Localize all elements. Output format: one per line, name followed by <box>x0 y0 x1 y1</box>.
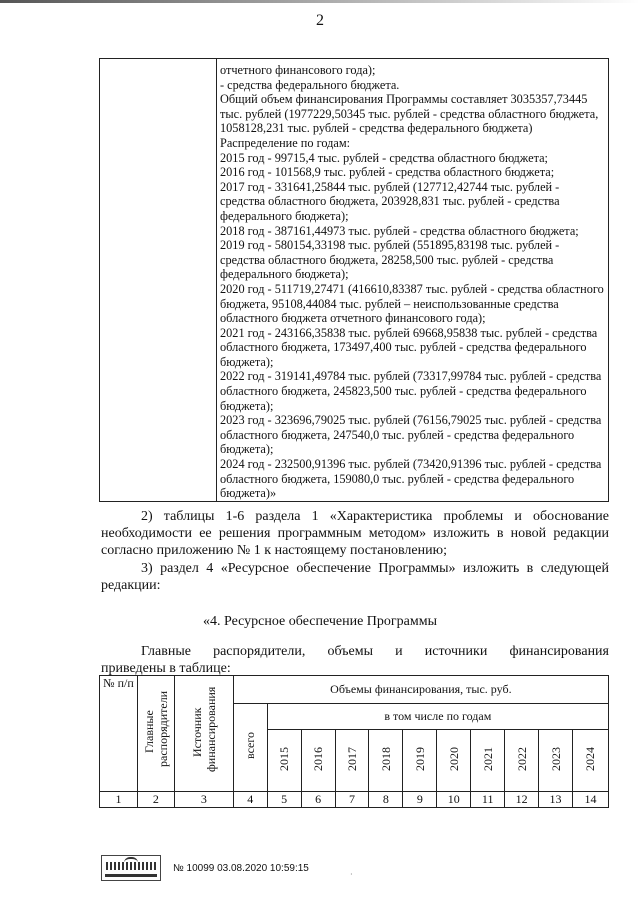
paragraph-item-3: 3) раздел 4 «Ресурсное обеспечение Программы» изложить в следующей редакции: <box>101 561 609 593</box>
text-line: 2023 год - 323696,79025 тыс. рублей (76156,79025 тыс. рублей - средства областного бюджета, 247540,0 тыс. рублей - средства федерального бюджета); <box>220 413 602 457</box>
text-line: 2022 год - 319141,49784 тыс. рублей (73317,99784 тыс. рублей - средства областного бюджета, 245823,500 тыс. рублей - средства федерального бюджета); <box>220 369 602 413</box>
column-number-cell: 9 <box>403 792 437 808</box>
text-line: 2018 год - 387161,44973 тыс. рублей - средства областного бюджета; <box>220 223 579 238</box>
column-number-cell: 10 <box>437 792 471 808</box>
year-label: 2022 <box>514 746 529 771</box>
page-number: 2 <box>316 12 324 29</box>
year-label: 2024 <box>583 746 598 771</box>
header-label: Главные распорядители <box>141 690 170 767</box>
column-number-cell: 3 <box>174 792 233 808</box>
year-label: 2018 <box>378 746 393 771</box>
scan-top-edge <box>0 0 640 3</box>
header-cell-source <box>174 676 233 792</box>
header-cell-number: № п/п <box>100 676 138 792</box>
year-header-cell <box>403 730 437 792</box>
program-passport-fragment <box>99 58 609 502</box>
column-divider <box>216 59 217 501</box>
year-header-cell <box>505 730 539 792</box>
column-number-cell: 5 <box>267 792 301 808</box>
year-label: 2020 <box>446 746 461 771</box>
text-line: 2024 год - 232500,91396 тыс. рублей (73420,91396 тыс. рублей - средства областного бюджета, 159080,0 тыс. рублей - средства федерального бюджета)» <box>220 457 602 501</box>
text-line: 2015 год - 99715,4 тыс. рублей - средства областного бюджета; <box>220 150 548 165</box>
year-header-cell <box>572 730 608 792</box>
text-line: - средства федерального бюджета. <box>220 77 400 92</box>
year-header-cell <box>267 730 301 792</box>
column-number-cell: 12 <box>505 792 539 808</box>
year-label: 2023 <box>548 746 563 771</box>
column-number-cell: 8 <box>369 792 403 808</box>
column-number-cell: 2 <box>137 792 174 808</box>
intro-line: приведены в таблице: <box>101 661 231 676</box>
year-label: 2016 <box>311 746 326 771</box>
financing-table <box>99 675 609 808</box>
year-label: 2015 <box>277 746 292 771</box>
header-label: Источник финансирования <box>189 686 218 772</box>
stamp-building-base <box>105 874 157 877</box>
year-label: 2019 <box>412 746 427 771</box>
year-header-cell <box>369 730 403 792</box>
text-line: Распределение по годам: <box>220 135 351 150</box>
year-header-cell <box>471 730 505 792</box>
section-intro <box>101 643 609 677</box>
text-line: 2017 год - 331641,25844 тыс. рублей (127712,42744 тыс. рублей - средства областного бюджета, 203928,831 тыс. рублей - средства федерального бюджета); <box>220 179 560 223</box>
header-cell-total <box>233 704 267 792</box>
header-cell-volumes: Объемы финансирования, тыс. руб. <box>233 676 608 704</box>
column-number-cell: 4 <box>233 792 267 808</box>
text-line: 2016 год - 101568,9 тыс. рублей - средства областного бюджета; <box>220 165 555 180</box>
registry-stamp <box>101 855 161 881</box>
scan-speck: · <box>350 870 353 879</box>
year-header-cell <box>539 730 573 792</box>
stamp-building-columns <box>106 862 156 870</box>
text-line: Общий объем финансирования Программы составляет 3035357,73445 тыс. рублей (1977229,50345 тыс. рублей - средства областного бюджета, 1058128,231 тыс. рублей - средства федерального бюджета) <box>220 92 599 136</box>
intro-line: Главные распорядители, объемы и источники финансирования <box>141 644 609 659</box>
section-heading: «4. Ресурсное обеспечение Программы <box>202 614 437 629</box>
column-number-cell: 11 <box>471 792 505 808</box>
column-number-cell: 1 <box>100 792 138 808</box>
year-header-cell <box>437 730 471 792</box>
column-number-cell: 14 <box>572 792 608 808</box>
column-number-cell: 13 <box>539 792 573 808</box>
text-line: 2020 год - 511719,27471 (416610,83387 тыс. рублей - средства областного бюджета, 95108,44084 тыс. рублей – неиспользованные средства областного бюджета отчетного финансового года); <box>220 281 604 326</box>
column-number-cell: 6 <box>301 792 335 808</box>
column-number-cell: 7 <box>335 792 369 808</box>
text-line: 2019 год - 580154,33198 тыс. рублей (551895,83198 тыс. рублей - средства областного бюджета, 28258,500 тыс. рублей - средства федерального бюджета); <box>220 238 560 282</box>
document-registration-code: № 10099 03.08.2020 10:59:15 <box>173 863 309 874</box>
header-label: всего <box>243 731 258 760</box>
financing-text <box>220 63 606 501</box>
year-header-cell <box>335 730 369 792</box>
document-footer <box>101 855 501 885</box>
year-label: 2017 <box>344 746 359 771</box>
year-header-cell <box>301 730 335 792</box>
text-line: отчетного финансового года); <box>220 63 376 77</box>
paragraph-item-2: 2) таблицы 1-6 раздела 1 «Характеристика проблемы и обоснование необходимости ее решения программным методом» изложить в новой редакции согласно приложению № 1 к настоящему постановлению; <box>101 509 609 558</box>
header-cell-managers <box>137 676 174 792</box>
year-label: 2021 <box>480 746 495 771</box>
header-cell-by-years: в том числе по годам <box>267 704 608 730</box>
text-line: 2021 год - 243166,35838 тыс. рублей 69668,95838 тыс. рублей - средства областного бюджета, 173497,400 тыс. рублей - средства федерального бюджета); <box>220 325 598 369</box>
